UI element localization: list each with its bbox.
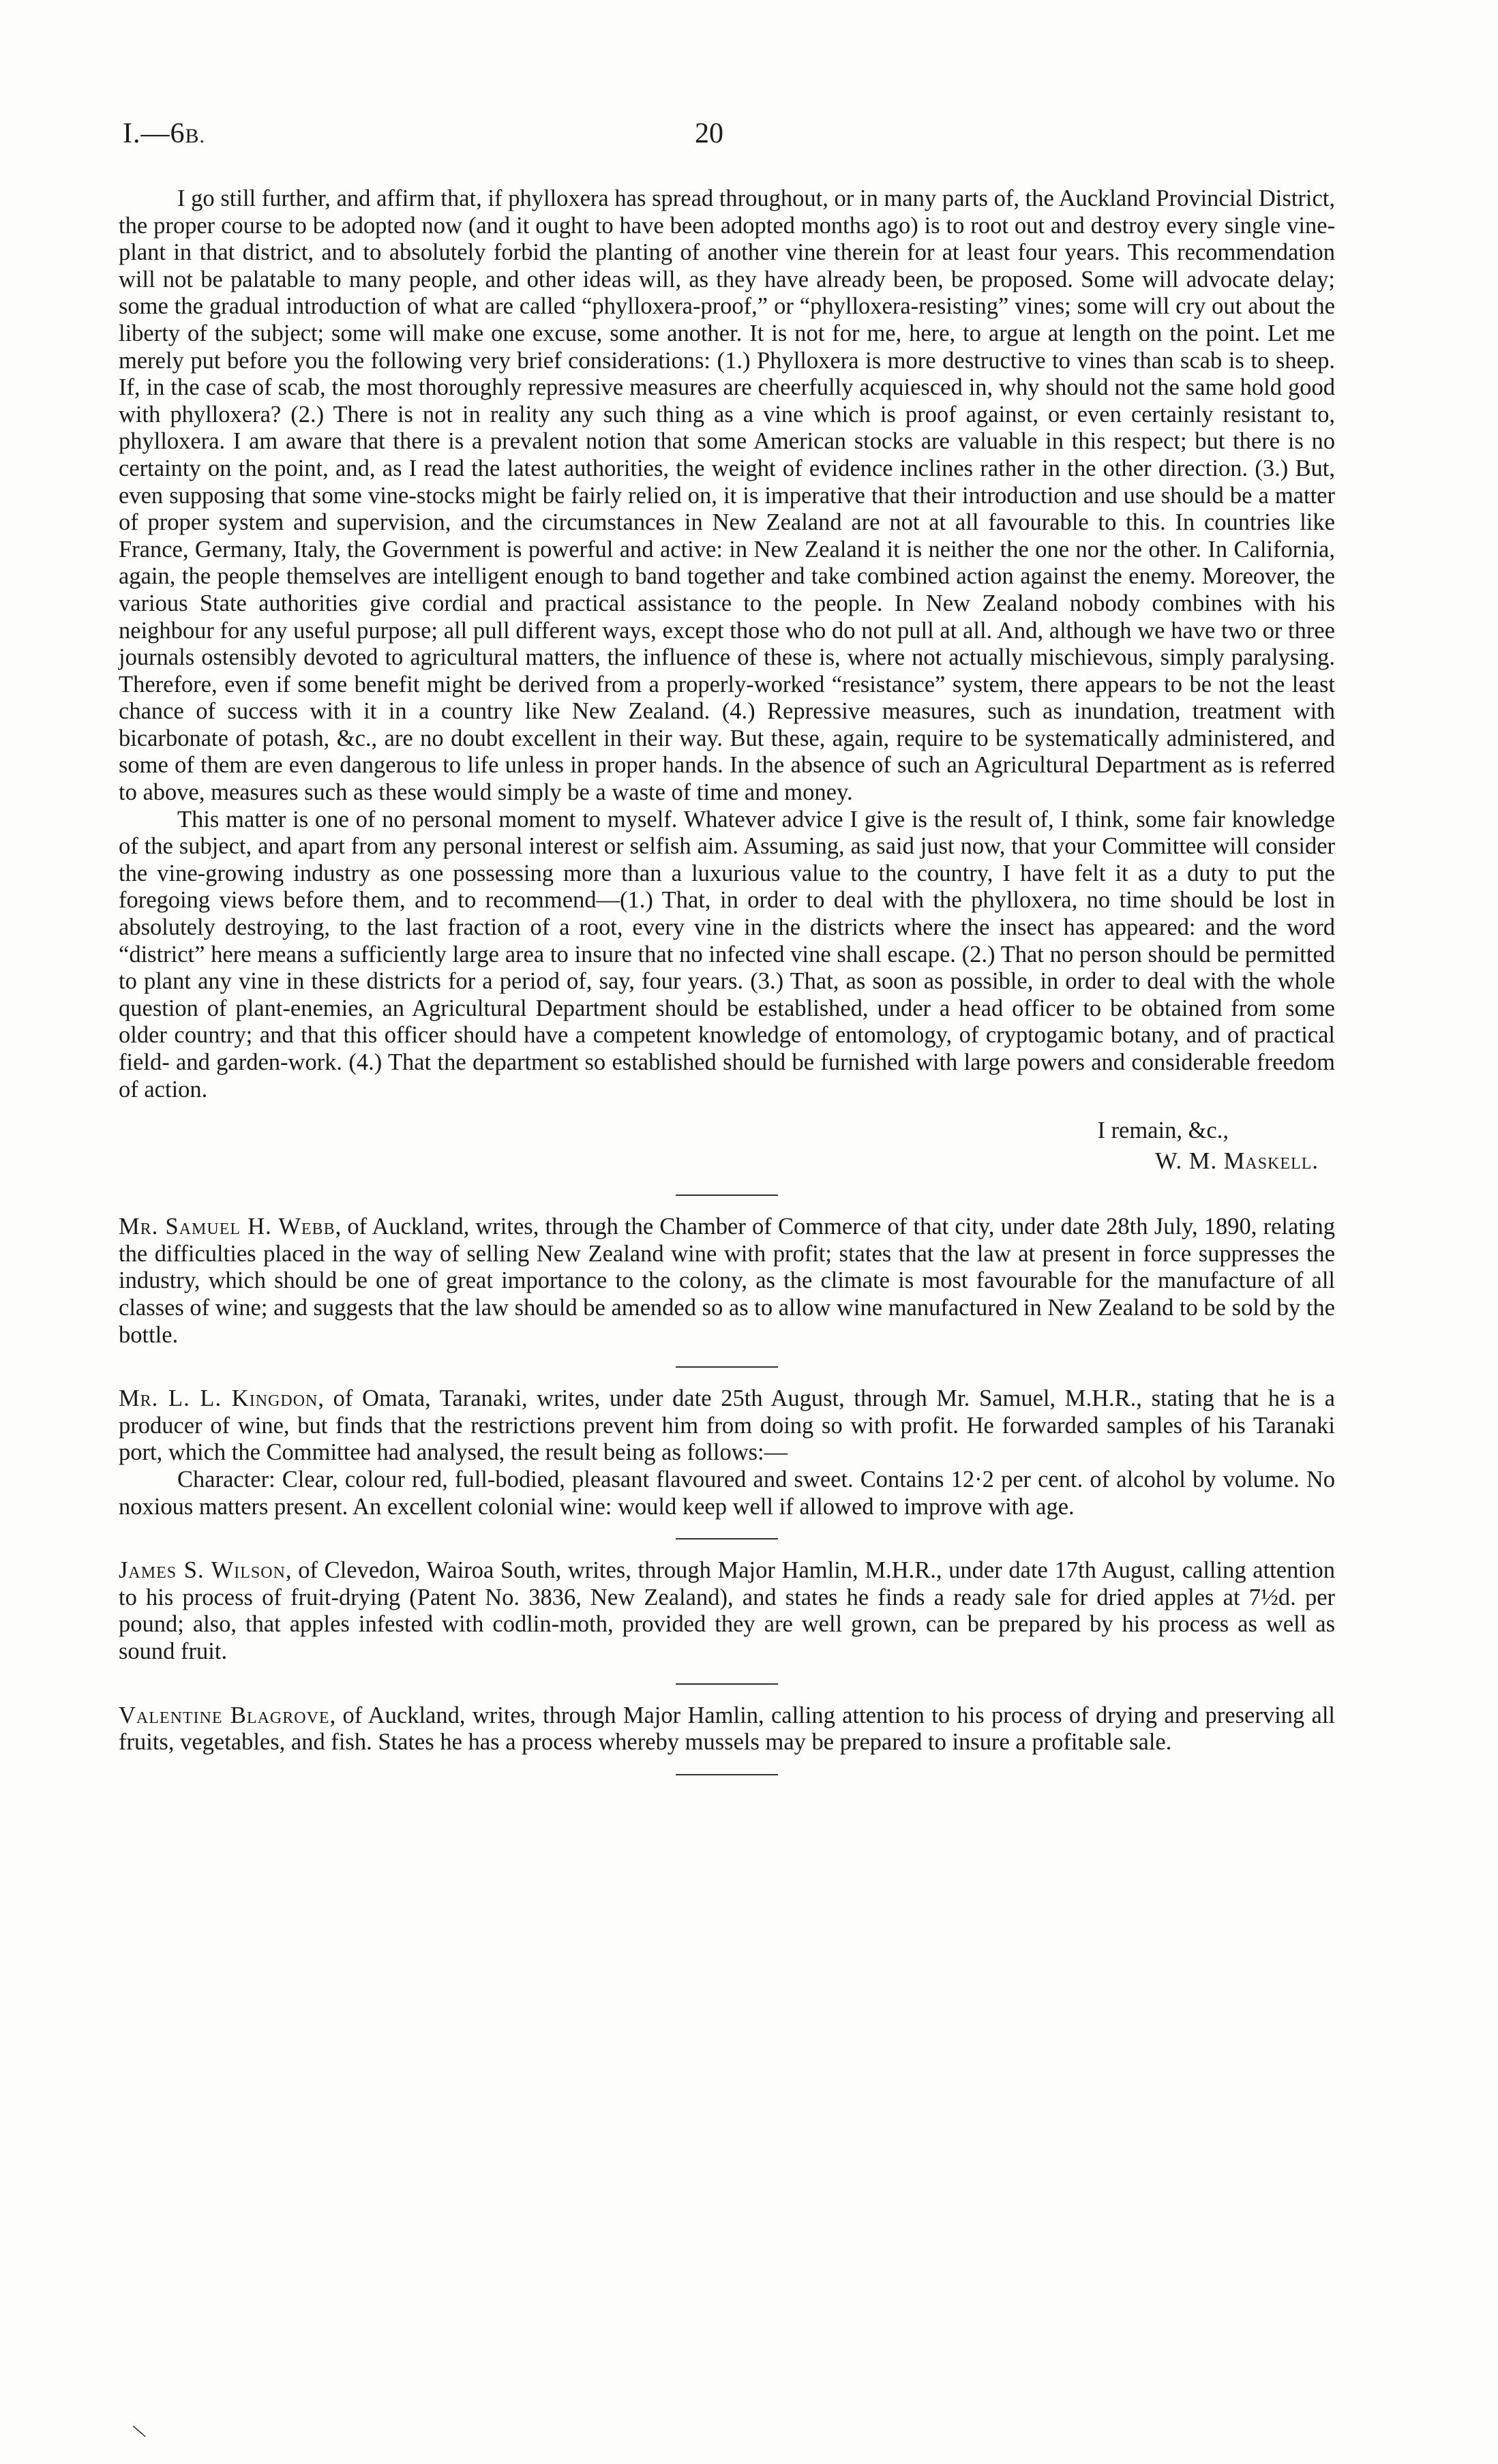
section-divider xyxy=(676,1195,778,1196)
entry-name: Valentine Blagrove xyxy=(119,1702,330,1728)
signature: W. M. Maskell. xyxy=(1155,1148,1319,1175)
entry-name: Mr. L. L. Kingdon xyxy=(119,1385,318,1412)
closing-line: I remain, &c., xyxy=(1097,1117,1229,1144)
stray-mark: \ xyxy=(130,2419,149,2444)
entry-kingdon-analysis: Character: Clear, colour red, full-bodied, pleasant flavoured and sweet. Contains 12·2 per cent. of alcohol by volume. No noxious matters present. An excellent colonial wine: would keep well if allowed to improve with age. xyxy=(119,1466,1335,1520)
entry-webb xyxy=(119,1214,1335,1349)
entry-text: , of Clevedon, Wairoa South, writes, through Major Hamlin, M.H.R., under date 17th August, calling attention to his process of fruit-drying (Patent No. 3836, New Zealand), and states he finds a ready sale for dried apples at 7½d. per pound; also, that apples infested with codlin-moth, provided they are well grown, can be prepared by his process as well as sound fruit. xyxy=(119,1557,1335,1664)
section-divider xyxy=(676,1366,778,1368)
section-divider xyxy=(676,1683,778,1685)
letter-paragraph-1: I go still further, and affirm that, if phylloxera has spread throughout, or in many parts of, the Auckland Provincial District, the proper course to be adopted now (and it ought to have been adopted months ago) is to root out and destroy every single vine-plant in that district, and to absolutely forbid the planting of another vine therein for at least four years. This recommendation will not be palatable to many people, and other ideas will, as they have already been, be proposed. Some will advocate delay; some the gradual introduction of what are called “phylloxera-proof,” or “phylloxera-resisting” vines; some will cry out about the liberty of the subject; some will make one excuse, some another. It is not for me, here, to argue at length on the point. Let me merely put before you the following very brief considerations: (1.) Phylloxera is more destructive to vines than scab is to sheep. If, in the case of scab, the most thoroughly repressive measures are cheerfully acquiesced in, why should not the same hold good with phylloxera? (2.) There is not in reality any such thing as a vine which is proof against, or even certainly resistant to, phylloxera. I am aware that there is a prevalent notion that some American stocks are valuable in this respect; but there is no certainty on the point, and, as I read the latest authorities, the weight of evidence inclines rather in the other direction. (3.) But, even supposing that some vine-stocks might be fairly relied on, it is imperative that their introduction and use should be a matter of proper system and supervision, and the circumstances in New Zealand are not at all favourable to this. In countries like France, Germany, Italy, the Government is powerful and active: in New Zealand it is neither the one nor the other. In California, again, the people themselves are intelligent enough to band together and take combined action against the enemy. Moreover, the various State authorities give cordial and practical assistance to the people. In New Zealand nobody combines with his neighbour for any useful purpose; all pull different ways, except those who do not pull at all. And, although we have two or three journals ostensibly devoted to agricultural matters, the influence of these is, where not actually mischievous, simply paralysing. Therefore, even if some benefit might be derived from a properly-worked “resistance” system, there appears to be not the least chance of success with it in a country like New Zealand. (4.) Repressive measures, such as inundation, treatment with bicarbonate of potash, &c., are no doubt excellent in their way. But these, again, require to be systematically administered, and some of them are even dangerous to life unless in proper hands. In the absence of such an Agricultural Department as is referred to above, measures such as these would simply be a waste of time and money. xyxy=(119,185,1335,806)
page-body xyxy=(119,185,1335,1793)
paper-reference-main: I.—6 xyxy=(123,118,185,149)
letter-signoff xyxy=(119,1115,1335,1177)
entry-name: Mr. Samuel H. Webb xyxy=(119,1214,335,1240)
entry-text: , of Omata, Taranaki, writes, under date 25th August, through Mr. Samuel, M.H.R., stating that he is a producer of wine, but finds that the restrictions prevent him from doing so with profit. He forwarded samples of his Taranaki port, which the Committee had analysed, the result being as follows:— xyxy=(119,1385,1335,1466)
letter-paragraph-2: This matter is one of no personal moment to myself. Whatever advice I give is the result of, I think, some fair knowledge of the subject, and apart from any personal interest or selfish aim. Assuming, as said just now, that your Committee will consider the vine-growing industry as one possessing more than a luxurious value to the country, I have felt it as a duty to put the foregoing views before them, and to recommend—(1.) That, in order to deal with the phylloxera, no time should be lost in absolutely destroying, to the last fraction of a root, every vine in the districts where the insect has appeared: and the word “district” here means a sufficiently large area to insure that no infected vine shall escape. (2.) That no person should be permitted to plant any vine in these districts for a period of, say, four years. (3.) That, as soon as possible, in order to deal with the whole question of plant-enemies, an Agricultural Department should be established, under a head officer to be obtained from some older country; and that this officer should have a competent knowledge of entomology, of cryptogamic botany, and of practical field- and garden-work. (4.) That the department so established should be furnished with large powers and considerable freedom of action. xyxy=(119,806,1335,1102)
entry-blagrove xyxy=(119,1702,1335,1756)
entry-text: , of Auckland, writes, through Major Hamlin, calling attention to his process of drying and preserving all fruits, vegetables, and fish. States he has a process whereby mussels may be prepared to insure a profitable sale. xyxy=(119,1702,1336,1756)
entry-text: , of Auckland, writes, through the Chamber of Commerce of that city, under date 28th July, 1890, relating the difficulties placed in the way of selling New Zealand wine with profit; states that the law at present in force suppresses the industry, which should be one of great importance to the colony, as the climate is most favourable for the manufacture of all classes of wine; and suggests that the law should be amended so as to allow wine manufactured in New Zealand to be sold by the bottle. xyxy=(119,1214,1335,1348)
entry-kingdon xyxy=(119,1385,1335,1467)
entry-wilson xyxy=(119,1557,1335,1665)
page-number: 20 xyxy=(695,118,723,149)
paper-reference-suffix: B. xyxy=(185,125,206,147)
section-divider xyxy=(676,1538,778,1539)
section-divider xyxy=(676,1774,778,1775)
entry-name: James S. Wilson xyxy=(119,1557,286,1584)
page-header xyxy=(102,117,1316,158)
